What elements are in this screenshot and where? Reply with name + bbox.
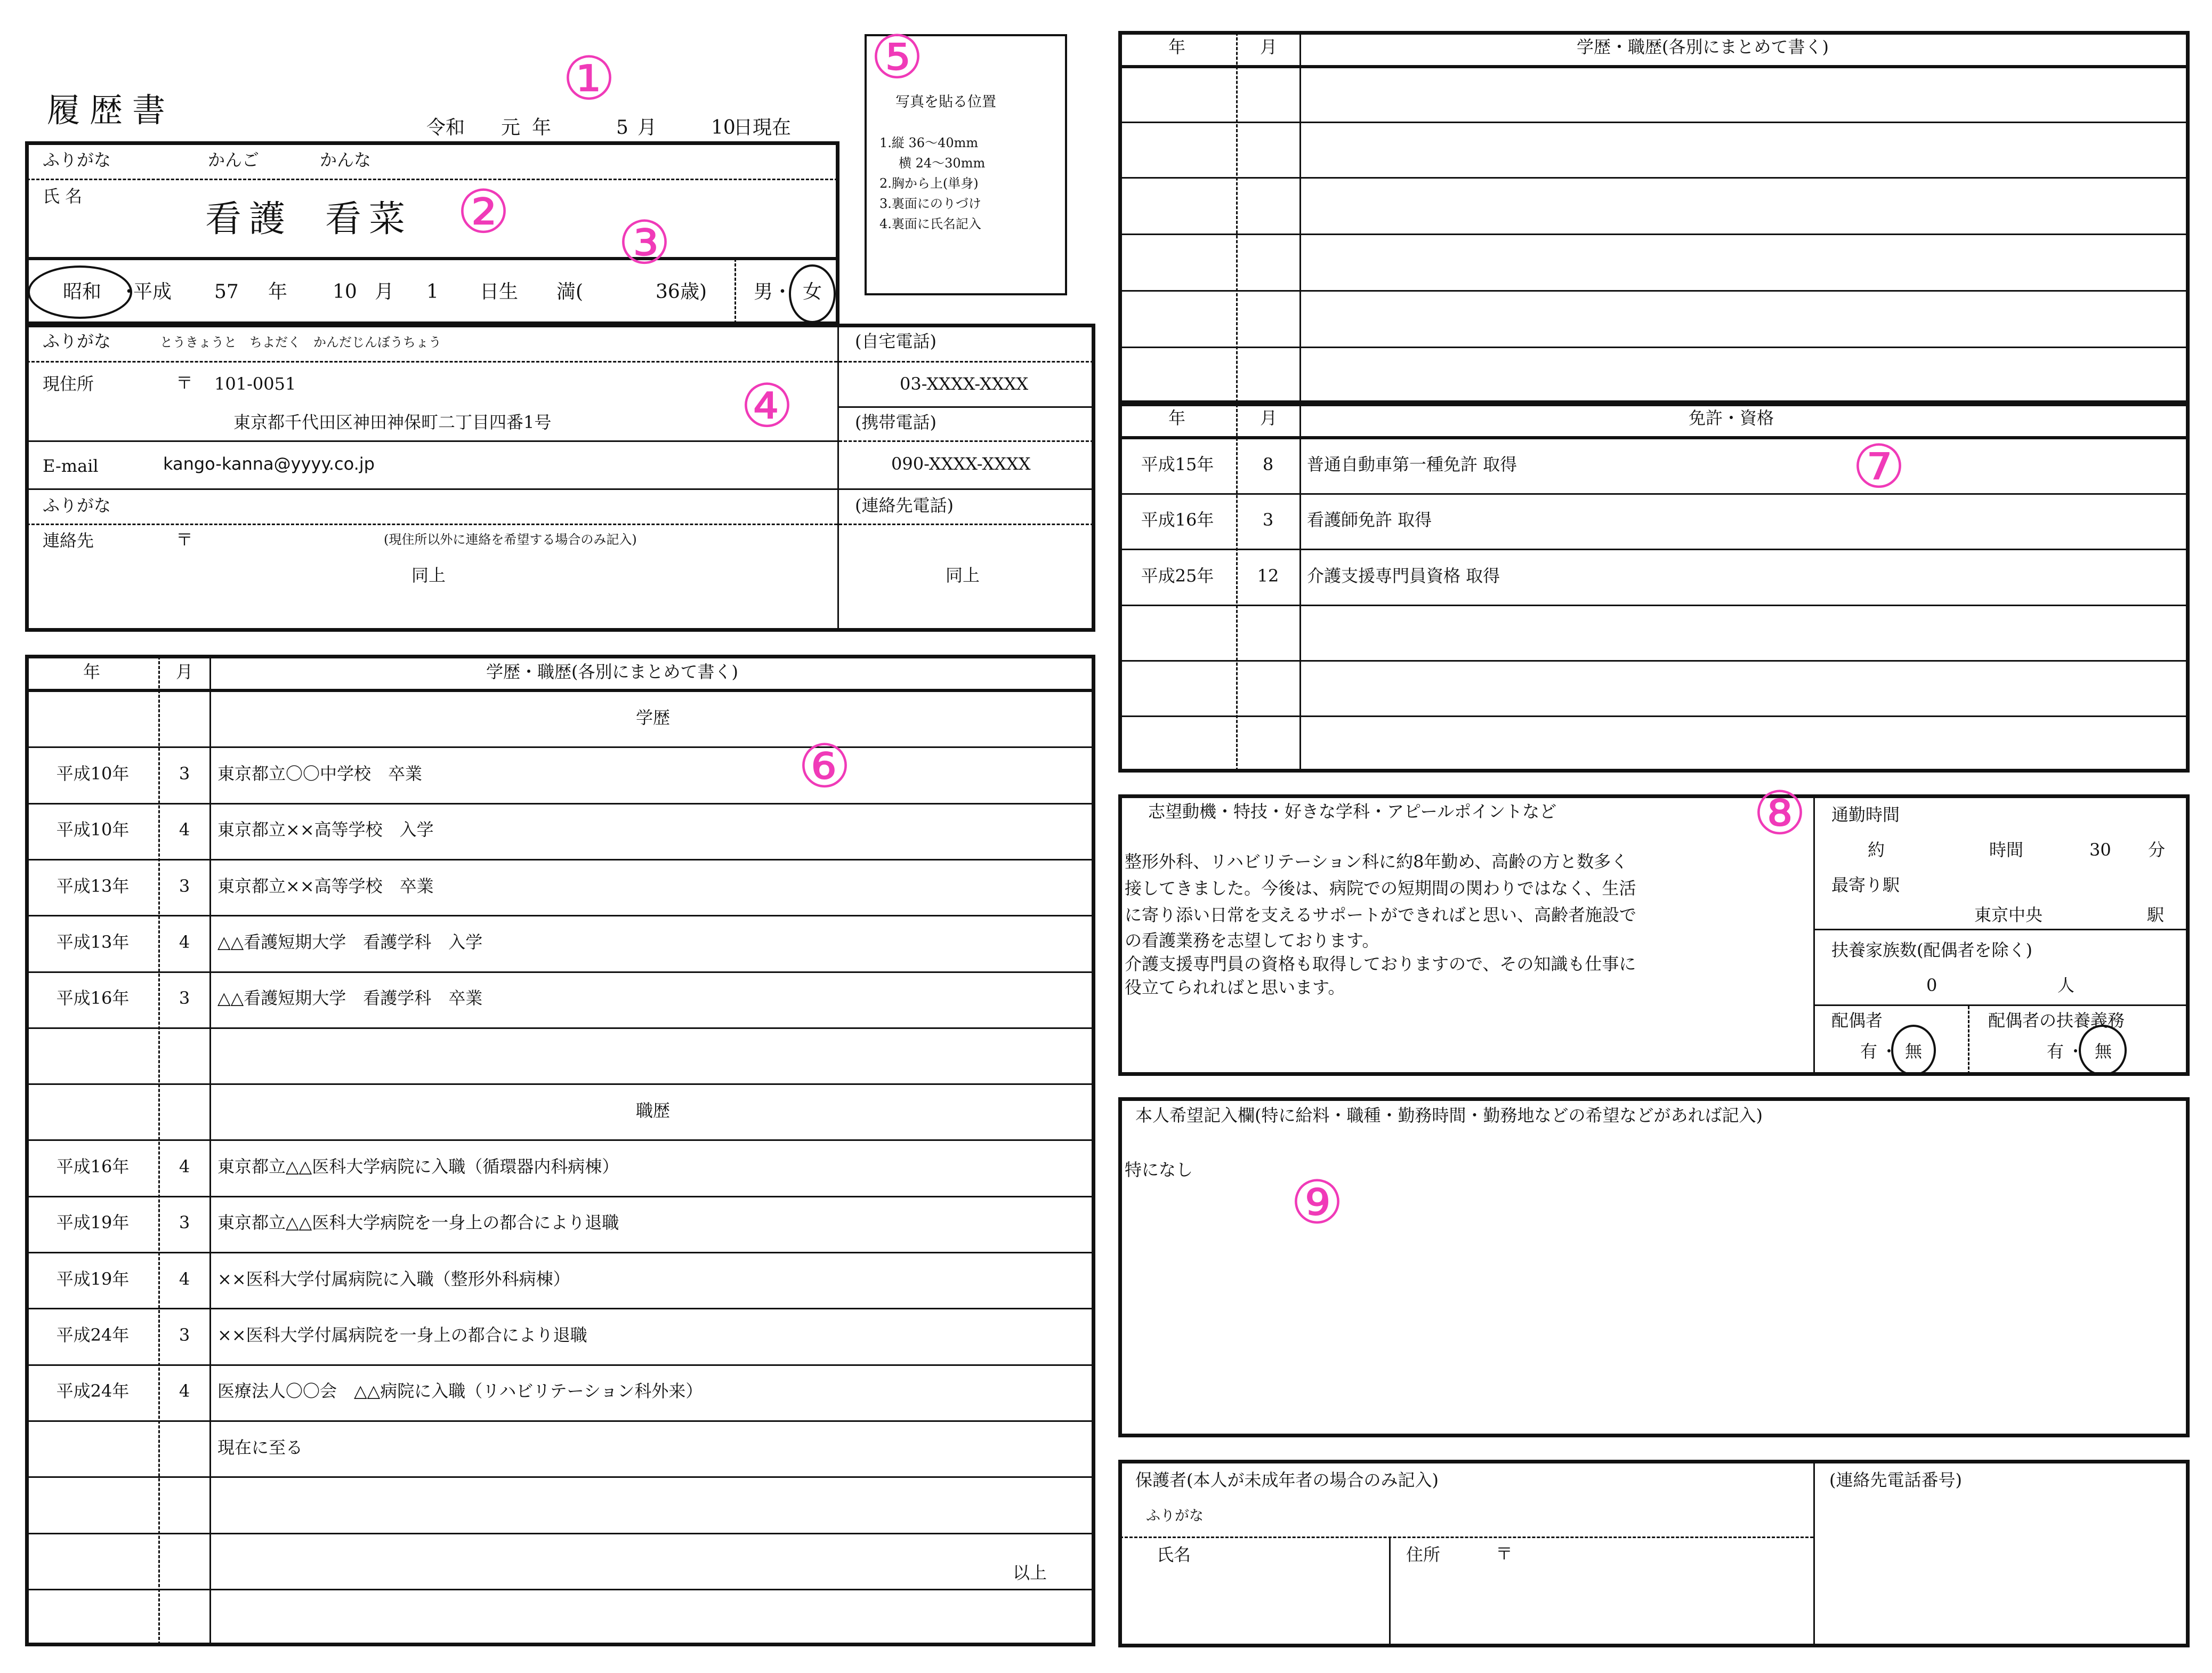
license-row-content: 介護支援専門員資格 取得 (1307, 566, 1500, 586)
divider (27, 440, 837, 442)
station-name: 東京中央 (1974, 905, 2043, 925)
marker-5: ⑤ (870, 23, 924, 92)
table-row-divider (1120, 549, 2188, 550)
history-row-month: 3 (179, 1325, 190, 1345)
photo-line: 3.裏面にのりづけ (879, 196, 981, 211)
email-value: kango-kanna@yyyy.co.jp (163, 454, 375, 474)
document-title: 履歴書 (47, 91, 175, 130)
marker-4: ④ (740, 372, 794, 441)
requests-label: 本人希望記入欄(特に給料・職種・勤務時間・勤務地などの希望などがあれば記入) (1135, 1105, 1763, 1125)
guardian-phone-label: (連絡先電話番号) (1829, 1470, 1962, 1490)
table-row-divider (1120, 493, 2188, 495)
history2-table (1118, 31, 2190, 404)
history-row-content: 東京都立××高等学校 入学 (217, 819, 434, 840)
motivation-line: 接してきました。今後は、病院での短期間の関わりではなく、生活 (1125, 878, 1636, 898)
email-label: E-mail (43, 456, 99, 476)
contact-address: 同上 (411, 565, 446, 585)
photo-line: 横 24〜30mm (899, 156, 986, 171)
commute-label: 通勤時間 (1831, 805, 1900, 825)
spouse-label: 配偶者 (1831, 1010, 1883, 1031)
guardian-label: 保護者(本人が未成年者の場合のみ記入) (1135, 1470, 1439, 1490)
current-address: 東京都千代田区神田神保町二丁目四番1号 (233, 412, 552, 432)
photo-line: 4.裏面に氏名記入 (879, 216, 981, 231)
date-suffix: 日現在 (733, 117, 792, 139)
table-row-divider (27, 803, 1094, 805)
history-row-year: 平成10年 (56, 819, 130, 840)
table-row-divider (1120, 715, 2188, 717)
divider (209, 656, 211, 1645)
history-row-content: 東京都立××高等学校 卒業 (217, 876, 434, 896)
contact-label: 連絡先 (43, 530, 94, 551)
marker-1: ① (562, 44, 616, 114)
history-end-mark: 以上 (1013, 1563, 1047, 1583)
age-open: 満( (556, 281, 584, 303)
motivation-label: 志望動機・特技・好きな学科・アピールポイントなど (1148, 801, 1557, 822)
divider (839, 406, 1094, 408)
divider (1120, 1537, 1813, 1538)
station-label: 最寄り駅 (1831, 875, 1900, 895)
history-row-year: 平成10年 (56, 763, 130, 784)
history-row-content: 医療法人〇〇会 △△病院に入職（リハビリテーション科外来） (217, 1381, 703, 1401)
history-row-content: 東京都立△△医科大学病院を一身上の都合により退職 (217, 1212, 619, 1233)
address-box (25, 324, 1095, 632)
divider (27, 689, 1094, 692)
commute-minutes-unit: 分 (2148, 840, 2166, 860)
marker-2: ② (456, 178, 511, 247)
date-month: 5 (616, 117, 628, 139)
history2-col-content: 学歴・職歴(各別にまとめて書く) (1577, 37, 1829, 57)
motivation-line: 介護支援専門員の資格も取得しておりますので、その知識も仕事に (1125, 954, 1636, 974)
station-unit: 駅 (2147, 905, 2165, 925)
marker-7: ⑦ (1852, 432, 1906, 502)
table-row-divider (27, 1027, 1094, 1029)
table-row-divider (1120, 65, 2188, 68)
motivation-line: 整形外科、リハビリテーション科に約8年勤め、高齢の方と数多く (1125, 851, 1628, 872)
divider (839, 440, 1094, 442)
guardian-postal-mark: 〒 (1496, 1543, 1513, 1564)
divider (1120, 436, 2188, 439)
birth-year-unit: 年 (268, 281, 288, 303)
furigana-last: かんご (208, 150, 260, 170)
table-row-divider (1120, 605, 2188, 606)
name-label: 氏 名 (43, 186, 83, 206)
history-col-year: 年 (83, 662, 101, 682)
motivation-line: の看護業務を志望しております。 (1125, 930, 1379, 951)
history-row-content: ××医科大学付属病院に入職（整形外科病棟） (217, 1269, 570, 1289)
history-row-year: 平成24年 (56, 1325, 130, 1345)
table-row-divider (27, 1083, 1094, 1085)
divider (837, 325, 839, 630)
license-col-month: 月 (1260, 408, 1278, 428)
home-phone-label: (自宅電話) (855, 331, 937, 351)
license-row-month: 3 (1262, 510, 1274, 530)
era-showa: 昭和 (63, 281, 102, 303)
spouse-dot: ・ (1880, 1041, 1898, 1061)
history-row-content: △△看護短期大学 看護学科 卒業 (217, 988, 483, 1008)
history-row-month: 4 (179, 1381, 190, 1401)
contact-postal-mark: 〒 (176, 529, 193, 550)
table-row-divider (27, 971, 1094, 973)
commute-hours-unit: 時間 (1989, 840, 2024, 860)
table-row-divider (27, 859, 1094, 860)
divider (734, 259, 736, 324)
address-furigana: とうきょうと ちよだく かんだじんぼうちょう (160, 335, 441, 350)
table-row-divider (1120, 290, 2188, 292)
history-row-content: 東京都立△△医科大学病院に入職（循環器内科病棟） (217, 1156, 619, 1177)
table-row-divider (27, 1252, 1094, 1253)
history-row-year: 平成13年 (56, 932, 130, 952)
spouse-yes: 有 (1860, 1041, 1878, 1061)
history-col-month: 月 (176, 662, 193, 682)
history-row-year: 平成16年 (56, 988, 130, 1008)
gender-female: 女 (803, 281, 822, 303)
date-month-unit: 月 (637, 117, 657, 139)
license-row-year: 平成25年 (1141, 566, 1214, 586)
table-row-divider (27, 1364, 1094, 1366)
guardian-address-label: 住所 (1406, 1545, 1441, 1565)
birth-month-unit: 月 (375, 281, 394, 303)
photo-line: 2.胸から上(単身) (879, 176, 979, 191)
mobile-phone-label: (携帯電話) (855, 412, 937, 432)
date-era: 令和 (426, 117, 465, 139)
postal-code: 101-0051 (214, 374, 296, 394)
contact-phone: 同上 (946, 565, 980, 585)
photo-line: 1.縦 36〜40mm (879, 135, 979, 150)
birth-month: 10 (333, 281, 357, 303)
divider (839, 361, 1094, 363)
history-row-content: 現在に至る (217, 1437, 303, 1458)
commute-approx: 約 (1868, 840, 1885, 860)
furigana-first: かんな (320, 150, 372, 170)
table-row-divider (27, 746, 1094, 748)
support-dot: ・ (2067, 1041, 2085, 1061)
history-row-month: 3 (179, 763, 190, 784)
divider (27, 488, 837, 490)
divider (158, 656, 160, 1645)
history-row-year: 平成19年 (56, 1212, 130, 1233)
dependents-label: 扶養家族数(配偶者を除く) (1831, 940, 2032, 960)
history-row-month: 4 (179, 932, 190, 952)
age-close: 歳) (680, 281, 707, 303)
license-col-content: 免許・資格 (1689, 408, 1774, 428)
history-row-month: 3 (179, 876, 190, 896)
date-day: 10 (711, 117, 736, 139)
history-row-month: 3 (179, 988, 190, 1008)
divider (27, 361, 837, 363)
divider (27, 179, 838, 180)
dependents-unit: 人 (2057, 975, 2075, 995)
commute-minutes: 30 (2089, 840, 2111, 860)
gender-dot: ・ (773, 281, 793, 303)
table-row-divider (1120, 347, 2188, 348)
last-name: 看護 (205, 198, 293, 240)
requests-box (1118, 1097, 2190, 1437)
guardian-furigana-label: ふりがな (1146, 1508, 1204, 1524)
table-row-divider (27, 1308, 1094, 1309)
birth-day: 1 (426, 281, 439, 303)
divider (1968, 1006, 1969, 1074)
divider (1389, 1538, 1391, 1646)
support-yes: 有 (2047, 1041, 2064, 1061)
birth-year: 57 (214, 281, 239, 303)
history-row-year: 平成19年 (56, 1269, 130, 1289)
history-row-content: △△看護短期大学 看護学科 入学 (217, 932, 483, 952)
contact-phone-label: (連絡先電話) (855, 495, 954, 516)
history-section-heading: 学歴 (635, 707, 670, 728)
license-col-year: 年 (1168, 408, 1186, 428)
table-row-divider (27, 1139, 1094, 1141)
table-row-divider (27, 1420, 1094, 1422)
license-row-year: 平成16年 (1141, 510, 1214, 530)
motivation-line: に寄り添い日常を支えるサポートができればと思い、高齢者施設で (1125, 905, 1637, 925)
divider (839, 524, 1094, 525)
divider (27, 524, 837, 525)
era-heisei: 平成 (133, 281, 172, 303)
guardian-name-label: 氏名 (1157, 1545, 1191, 1565)
divider (1813, 1461, 1815, 1646)
photo-title: 写真を貼る位置 (895, 94, 996, 110)
history-row-year: 平成16年 (56, 1156, 130, 1177)
marker-9: ⑨ (1290, 1168, 1344, 1237)
marker-3: ③ (617, 208, 672, 278)
postal-mark: 〒 (176, 373, 193, 393)
history-section-heading: 職歴 (635, 1100, 670, 1121)
spouse-support-label: 配偶者の扶養義務 (1988, 1010, 2125, 1031)
first-name: 看菜 (325, 198, 413, 240)
requests-value: 特になし (1125, 1160, 1193, 1180)
home-phone: 03-XXXX-XXXX (900, 374, 1029, 394)
divider (27, 257, 838, 260)
history2-col-year: 年 (1168, 37, 1186, 57)
table-row-divider (27, 1196, 1094, 1197)
marker-8: ⑧ (1753, 779, 1807, 848)
furigana-label: ふりがな (43, 150, 111, 170)
age: 36 (656, 281, 680, 303)
divider (839, 488, 1094, 490)
marker-6: ⑥ (797, 732, 852, 801)
table-row-divider (1120, 177, 2188, 179)
date-year-unit: 年 (532, 117, 552, 139)
current-address-label: 現住所 (43, 374, 94, 394)
history-col-content: 学歴・職歴(各別にまとめて書く) (486, 662, 738, 682)
furigana2-label: ふりがな (43, 495, 111, 516)
divider (1815, 929, 2188, 930)
history-row-content: ××医科大学付属病院を一身上の都合により退職 (217, 1325, 587, 1345)
history-row-month: 4 (179, 819, 190, 840)
support-no: 無 (2095, 1041, 2112, 1061)
history-row-year: 平成13年 (56, 876, 130, 896)
contact-note: (現住所以外に連絡を希望する場合のみ記入) (384, 532, 637, 547)
birth-day-unit: 日生 (480, 281, 519, 303)
table-row-divider (27, 915, 1094, 916)
table-row-divider (27, 1589, 1094, 1590)
dependents-count: 0 (1926, 975, 1937, 995)
address-furigana-label: ふりがな (43, 331, 111, 351)
mobile-phone: 090-XXXX-XXXX (891, 454, 1031, 474)
date-year: 元 (501, 117, 521, 139)
table-row-divider (1120, 234, 2188, 235)
table-row-divider (1120, 122, 2188, 123)
history-row-content: 東京都立〇〇中学校 卒業 (217, 763, 423, 784)
history2-col-month: 月 (1260, 37, 1278, 57)
license-row-month: 12 (1257, 566, 1279, 586)
history-row-year: 平成24年 (56, 1381, 130, 1401)
license-row-content: 普通自動車第一種免許 取得 (1307, 454, 1517, 474)
divider (1815, 1004, 2188, 1006)
license-row-content: 看護師免許 取得 (1307, 510, 1432, 530)
table-row-divider (27, 1533, 1094, 1534)
spouse-no: 無 (1905, 1041, 1923, 1061)
license-row-year: 平成15年 (1141, 454, 1214, 474)
history-row-month: 4 (179, 1156, 190, 1177)
license-row-month: 8 (1262, 454, 1274, 474)
history-row-month: 4 (179, 1269, 190, 1289)
era-dot: ・ (119, 281, 139, 303)
motivation-line: 役立てられればと思います。 (1125, 977, 1345, 998)
history-row-month: 3 (179, 1212, 190, 1233)
gender-male: 男 (754, 281, 773, 303)
table-row-divider (27, 1476, 1094, 1478)
table-row-divider (1120, 660, 2188, 662)
